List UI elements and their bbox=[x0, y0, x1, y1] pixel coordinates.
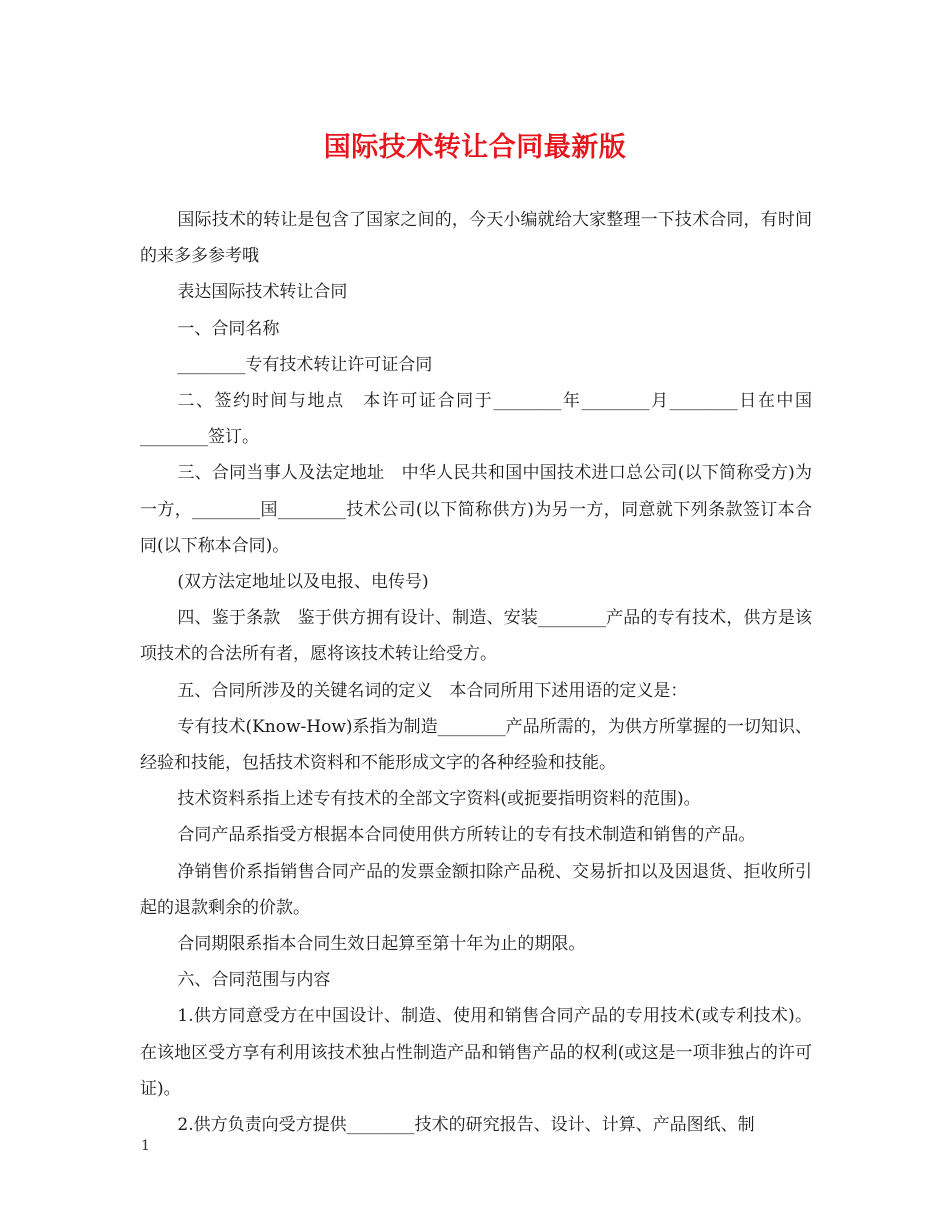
paragraph-definition-product: 合同产品系指受方根据本合同使用供方所转让的专有技术制造和销售的产品。 bbox=[177, 825, 756, 846]
paragraph-definition-know-how: 专有技术(Know-How)系指为制造________产品所需的，为供方所掌握的一切知识、经验和技能，包括技术资料和不能形成文字的各种经验和技能。 bbox=[140, 716, 812, 774]
paragraph-addresses-note: (双方法定地址以及电报、电传号) bbox=[177, 572, 429, 593]
paragraph-section-2: 二、签约时间与地点 本许可证合同于________年________月________日在中国________签订。 bbox=[140, 391, 812, 448]
paragraph-contract-name: ________专有技术转让许可证合同 bbox=[177, 354, 433, 375]
document-title: 国际技术转让合同最新版 bbox=[323, 132, 627, 163]
paragraph-section-1: 一、合同名称 bbox=[177, 318, 280, 339]
paragraph-section-6: 六、合同范围与内容 bbox=[177, 970, 331, 991]
paragraph-clause-2: 2.供方负责向受方提供________技术的研究报告、设计、计算、产品图纸、制 bbox=[177, 1115, 755, 1136]
paragraph-definition-net-price: 净销售价系指销售合同产品的发票金额扣除产品税、交易折扣以及因退货、拒收所引起的退款剩余的价款。 bbox=[140, 861, 812, 918]
paragraph-intro: 国际技术的转让是包含了国家之间的，今天小编就给大家整理一下技术合同，有时间的来多多参考哦 bbox=[140, 210, 812, 267]
paragraph-clause-1: 1.供方同意受方在中国设计、制造、使用和销售合同产品的专用技术(或专利技术)。在该地区受方享有利用该技术独占性制造产品和销售产品的权利(或这是一项非独占的许可证)。 bbox=[140, 1006, 812, 1099]
paragraph-heading: 表达国际技术转让合同 bbox=[177, 282, 348, 303]
page-number: 1 bbox=[141, 1138, 150, 1154]
paragraph-definition-tech-data: 技术资料系指上述专有技术的全部文字资料(或扼要指明资料的范围)。 bbox=[177, 789, 701, 810]
paragraph-section-4: 四、鉴于条款 鉴于供方拥有设计、制造、安装________产品的专有技术，供方是该项技术的合法所有者，愿将该技术转让给受方。 bbox=[140, 608, 812, 665]
document-body bbox=[140, 202, 812, 1143]
paragraph-section-5: 五、合同所涉及的关键名词的定义 本合同所用下述用语的定义是： bbox=[177, 680, 688, 701]
paragraph-definition-term: 合同期限系指本合同生效日起算至第十年为止的期限。 bbox=[177, 934, 586, 955]
paragraph-section-3: 三、合同当事人及法定地址 中华人民共和国中国技术进口总公司(以下简称受方)为一方，________国________技术公司(以下简称供方)为另一方，同意就下列条款签订本合同(以下称本合同)。 bbox=[140, 463, 812, 556]
